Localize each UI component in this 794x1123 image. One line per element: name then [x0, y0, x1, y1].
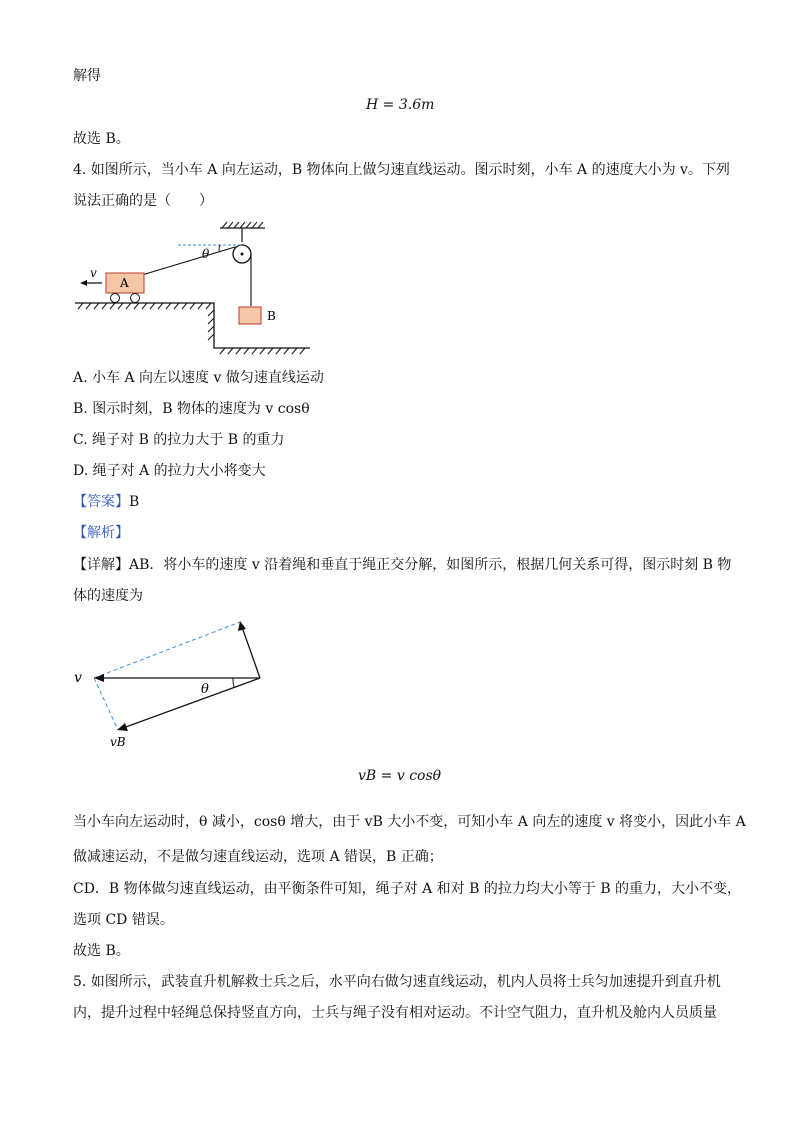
formula-vB: vB = v cosθ — [358, 768, 442, 784]
q4-text-line2: 做减速运动，不是做匀速直线运动，选项 A 错误，B 正确； — [73, 849, 443, 865]
q4-option-B: B. 图示时刻，B 物体的速度为 v cosθ — [73, 401, 310, 417]
q4-fig-theta-label: θ — [202, 247, 210, 261]
prev-conclusion: 故选 B。 — [73, 131, 130, 147]
detail-tag: 【详解】 — [73, 557, 129, 573]
q4-fig-v-label: v — [90, 266, 97, 280]
q4-text-line1: 当小车向左运动时，θ 减小，cosθ 增大，由于 vB 大小不变，可知小车 A 向左的速度 v 将变小，因此小车 A — [73, 814, 746, 830]
q4-option-D: D. 绳子对 A 的拉力大小将变大 — [73, 463, 266, 479]
q4-text-line3: CD．B 物体做匀速直线运动，由平衡条件可知，绳子对 A 和对 B 的拉力均大小等于 B 的重力，大小不变， — [73, 881, 742, 897]
equation-H: H = 3.6m — [366, 97, 435, 113]
block-B — [239, 307, 261, 324]
q5-stem-line2: 内，提升过程中轻绳总保持竖直方向，士兵与绳子没有相对运动。不计空气阻力，直升机及舱内人员质量 — [73, 1005, 717, 1021]
q4-figure-cart-pulley — [70, 220, 320, 360]
q4-detail-line1: 【详解】AB．将小车的速度 v 沿着绳和垂直于绳正交分解，如图所示，根据几何关系可得，图示时刻 B 物 — [73, 557, 732, 573]
q4-fig2-theta-label: θ — [201, 682, 209, 697]
q4-option-A: A. 小车 A 向左以速度 v 做匀速直线运动 — [73, 370, 324, 386]
q4-fig-A-label: A — [120, 276, 129, 290]
q4-option-C: C. 绳子对 B 的拉力大于 B 的重力 — [73, 432, 285, 448]
answer-tag: 【答案】 — [73, 494, 129, 510]
q4-fig2-v-label: v — [74, 670, 82, 686]
answer-value: B — [129, 494, 140, 510]
q4-stem-line1: 4. 如图所示，当小车 A 向左运动，B 物体向上做匀速直线运动。图示时刻，小车 A 的速度大小为 v。下列 — [73, 162, 730, 178]
q4-fig-B-label: B — [267, 309, 276, 323]
q4-stem-line2: 说法正确的是（ ） — [73, 193, 213, 209]
q4-detail-line2: 体的速度为 — [73, 588, 143, 604]
q4-answer — [73, 492, 139, 512]
solved-label: 解得 — [73, 68, 101, 84]
q4-text-line4: 选项 CD 错误。 — [73, 912, 174, 928]
q5-stem-line1: 5. 如图所示，武装直升机解救士兵之后，水平向右做匀速直线运动，机内人员将士兵匀加速提升到直升机 — [73, 974, 721, 990]
q4-analysis-tag: 【解析】 — [73, 525, 129, 541]
q4-figure-velocity-decomposition — [70, 612, 280, 757]
q4-conclusion: 故选 B。 — [73, 943, 130, 959]
q4-fig2-vB-label: vB — [110, 735, 126, 749]
